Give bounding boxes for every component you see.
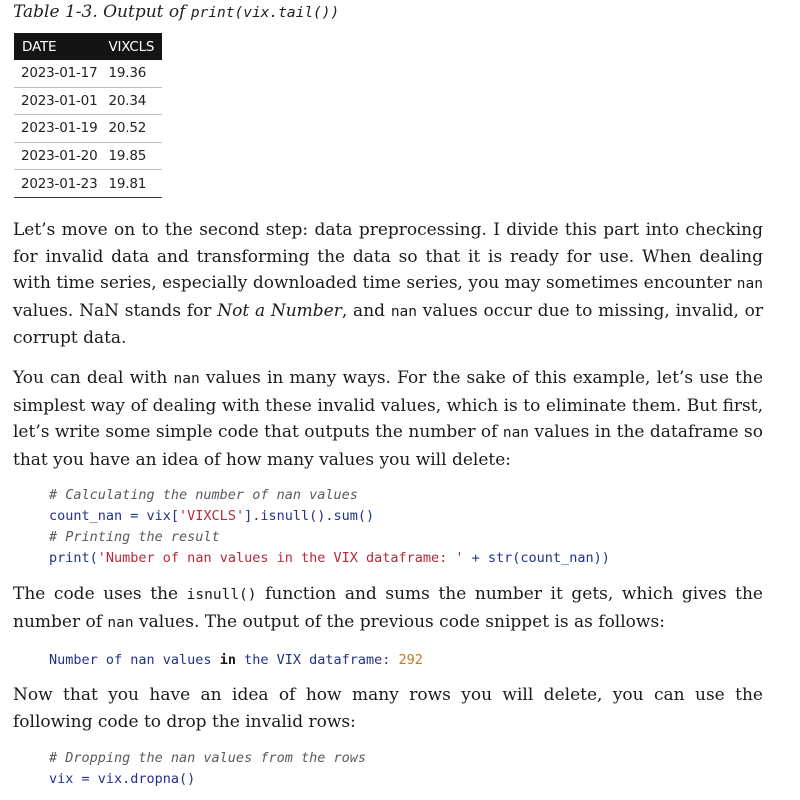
code-comment: # Printing the result — [49, 529, 220, 545]
inline-code: nan — [736, 276, 763, 292]
code-comment: # Calculating the number of nan values — [49, 487, 358, 503]
code-block-dropna: # Dropping the nan values from the rows vix = vix.dropna() — [49, 750, 366, 787]
cell-vixcls: 19.85 — [104, 142, 162, 170]
paragraph-isnull-explanation: The code uses the isnull() function and sums the number it gets, which gives the number of nan values. The output of the previous code snippet is as follows: — [13, 584, 763, 632]
column-header-vixcls: VIXCLS — [104, 33, 162, 60]
inline-code: nan — [502, 425, 530, 441]
table-row — [14, 87, 162, 115]
inline-code: nan — [107, 614, 134, 631]
vix-tail-table — [14, 33, 162, 198]
code-number: 292 — [398, 652, 423, 668]
table-header-row — [14, 33, 162, 60]
table-caption — [13, 2, 339, 22]
table-row — [14, 170, 162, 198]
inline-code: nan — [173, 371, 200, 387]
cell-vixcls: 20.34 — [104, 87, 162, 115]
table-row — [14, 60, 162, 87]
table-caption-code: print(vix.tail()) — [190, 5, 340, 21]
table-row — [14, 115, 162, 143]
cell-vixcls: 20.52 — [104, 115, 162, 143]
paragraph-nan-handling: You can deal with nan values in many ways. For the sake of this example, let’s use the simplest way of dealing with these invalid values, which is to eliminate them. But first, let’s write some simple code that outputs the number of nan values in the dataframe so that you have an idea of how many values you will delete: — [13, 368, 764, 470]
cell-vixcls: 19.81 — [104, 170, 162, 198]
cell-date: 2023-01-17 — [14, 60, 104, 87]
code-output-nan-count: Number of nan values in the VIX dataframe: 292 — [49, 652, 423, 668]
column-header-date: DATE — [14, 33, 104, 60]
table-caption-prefix: Table 1-3. Output of — [13, 2, 191, 22]
paragraph-drop-rows: Now that you have an idea of how many rows you will delete, you can use the following code to drop the invalid rows: — [13, 685, 763, 732]
code-block-count-nan: # Calculating the number of nan values count_nan = vix['VIXCLS'].isnull().sum() # Printing the result print('Number of nan values in the VIX dataframe: ' + str(count_nan)) — [49, 487, 610, 566]
table-row — [14, 142, 162, 170]
paragraph-preprocessing: Let’s move on to the second step: data preprocessing. I divide this part into checking for invalid data and transforming the data so that it is ready for use. When dealing with time series, especially downloaded time series, you may sometimes encounter nan values. NaN stands for Not a Number, and nan values occur due to missing, invalid, or corrupt data. — [13, 220, 764, 348]
code-comment: # Dropping the nan values from the rows — [49, 750, 366, 766]
emphasis: Not a Number — [217, 300, 342, 321]
cell-vixcls: 19.36 — [104, 60, 162, 87]
cell-date: 2023-01-19 — [14, 115, 104, 143]
code-keyword: in — [219, 652, 236, 668]
cell-date: 2023-01-20 — [14, 142, 104, 170]
inline-code: isnull() — [186, 587, 257, 603]
code-string: 'Number of nan values in the VIX dataframe: ' — [97, 550, 464, 566]
code-string: 'VIXCLS' — [179, 508, 245, 524]
inline-code: nan — [390, 303, 418, 320]
cell-date: 2023-01-23 — [14, 170, 104, 198]
cell-date: 2023-01-01 — [14, 87, 104, 115]
